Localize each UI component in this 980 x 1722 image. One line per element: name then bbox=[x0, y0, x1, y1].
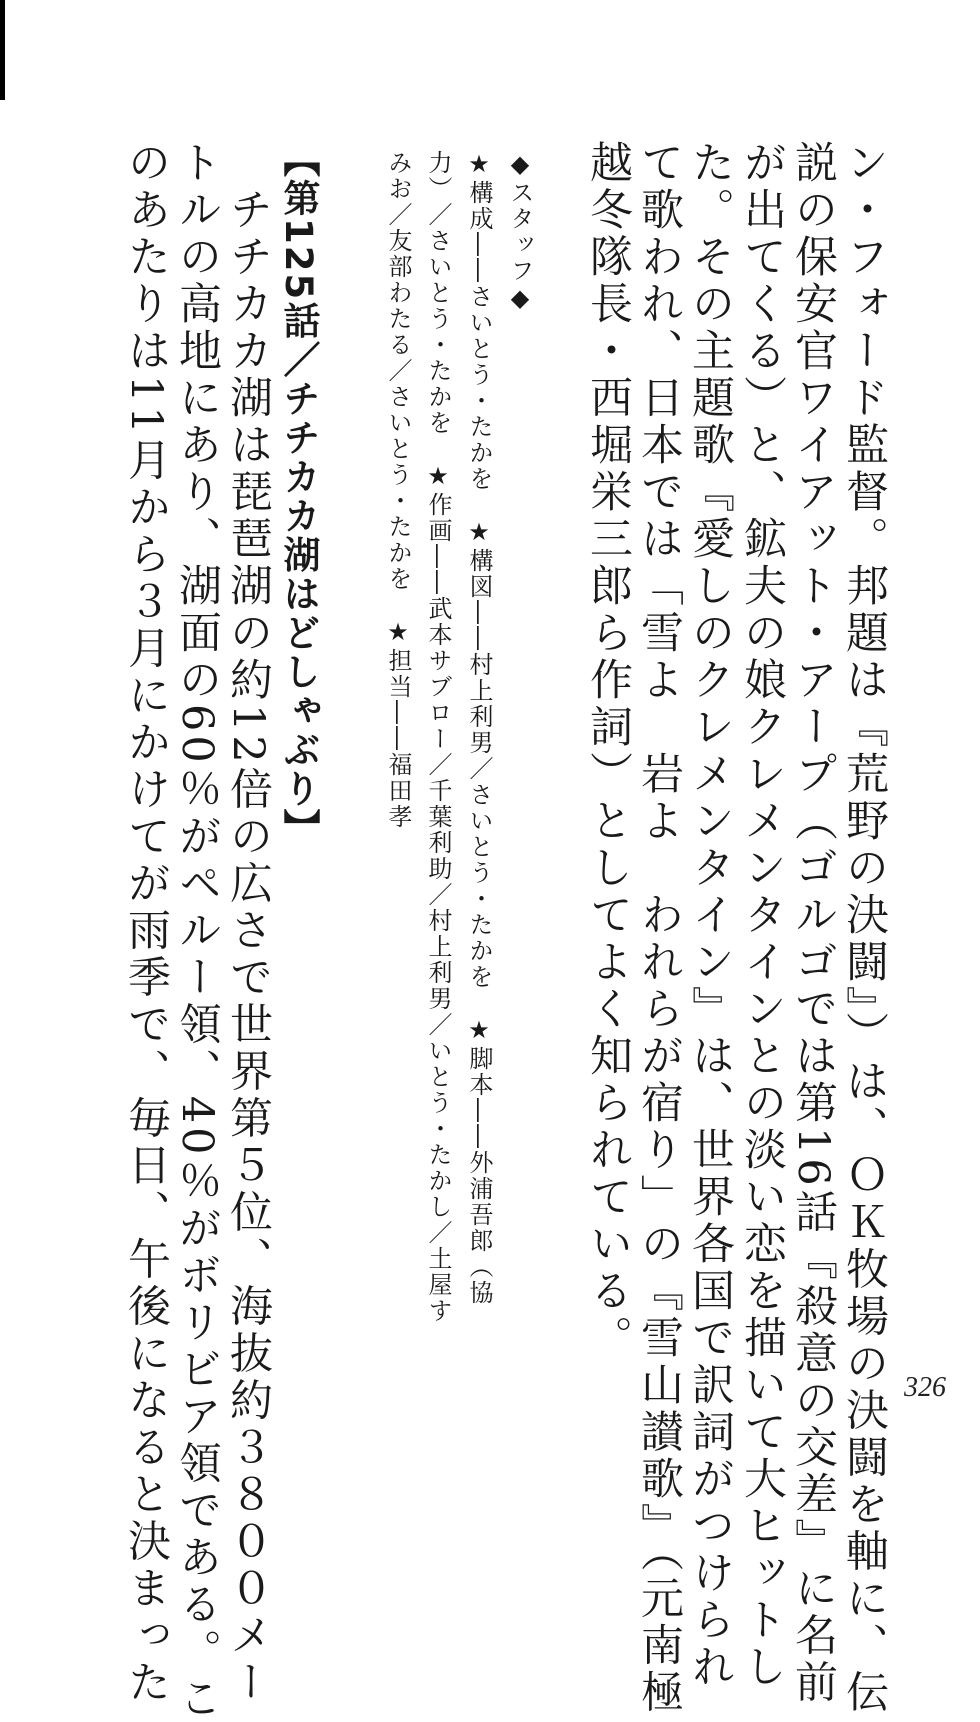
staff-line-3: みお／友部わたる／さいとう・たかを ★担当――福田孝 bbox=[384, 150, 412, 830]
episode-text-line-3: のあたりは11月から３月にかけてが雨季で、毎日、午後になると決まった bbox=[121, 140, 171, 1707]
episode-heading: 【第125話／チチカカ湖はどしゃぶり】 bbox=[277, 140, 320, 848]
body-text-line-4: た。その主題歌『愛しのクレメンタイン』は、世界各国で訳詞がつけられ bbox=[685, 140, 735, 1691]
body-text-line-1: ン・フォード監督。邦題は『荒野の決闘』）は、ＯＫ牧場の決闘を軸に、伝 bbox=[839, 140, 889, 1717]
body-text-line-5: て歌われ、日本では「雪よ 岩よ われらが宿り」の『雪山讃歌』（元南極 bbox=[634, 140, 684, 1717]
episode-text-line-1: チチカカ湖は琵琶湖の約12倍の広さで世界第５位、海抜約３８００メー bbox=[223, 140, 273, 1707]
staff-line-1: ★構成――さいとう・たかを ★構図――村上利男／さいとう・たかを ★脚本――外浦吾郎（協 bbox=[465, 150, 493, 1306]
staff-line-2: 力）／さいとう・たかを ★作画――武本サブロー／千葉利助／村上利男／いとう・たかし／土屋す bbox=[424, 150, 452, 1324]
body-text-line-3: が出てくる）と、鉱夫の娘クレメンタインとの淡い恋を描いて大ヒットし bbox=[737, 140, 787, 1691]
body-text-line-6: 越冬隊長・西堀栄三郎ら作詞）としてよく知られている。 bbox=[583, 140, 633, 1362]
staff-heading: ◆スタッフ◆ bbox=[506, 150, 534, 314]
page-edge-mark bbox=[0, 0, 5, 100]
episode-text-line-2: トルの高地にあり、湖面の60％がペルー領、40％がボリビア領である。こ bbox=[172, 140, 222, 1722]
page-number: 326 bbox=[904, 1372, 946, 1403]
body-text-line-2: 説の保安官ワイアット・アープ（ゴルゴでは第16話『殺意の交差』に名前 bbox=[788, 140, 838, 1707]
